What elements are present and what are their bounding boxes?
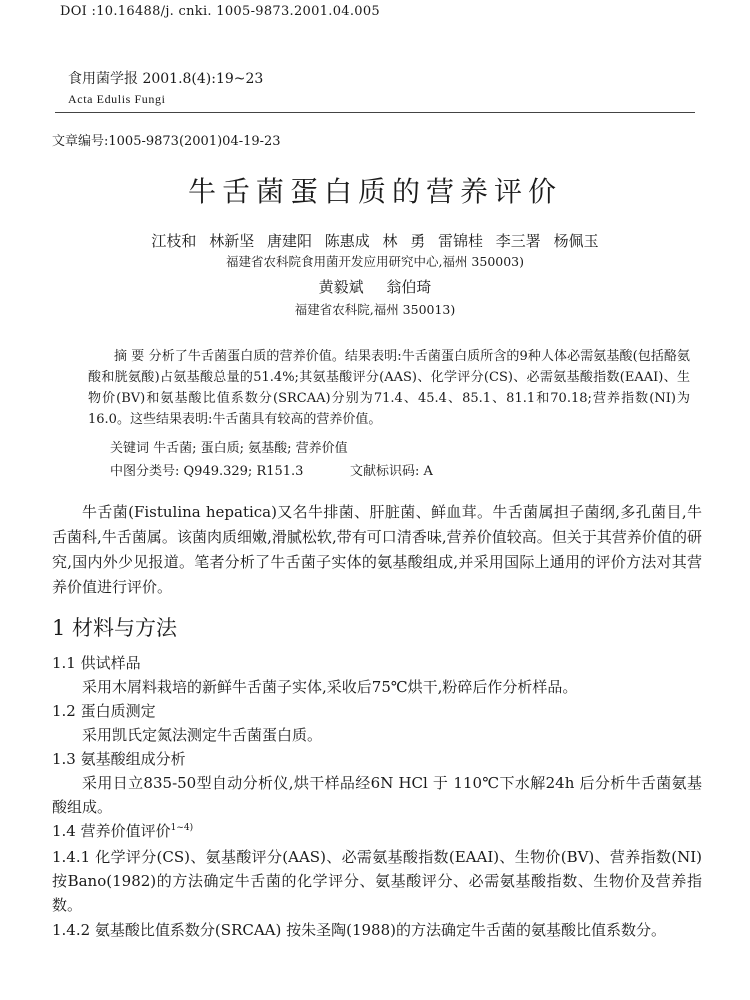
citation-superscript: 1~4) <box>170 823 194 833</box>
subsection-1-2-text: 采用凯氏定氮法测定牛舌菌蛋白质。 <box>82 726 323 744</box>
authors-group-1: 江枝和 林新坚 唐建阳 陈惠成 林 勇 雷锦桂 李三署 杨佩玉 <box>151 232 599 250</box>
affiliation-1: 福建省农科院食用菌开发应用研究中心,福州 350003) <box>225 254 525 269</box>
article-number: 文章编号:1005-9873(2001)04-19-23 <box>52 134 281 149</box>
subsection-1-4 <box>52 820 193 841</box>
paper-title: 牛舌菌蛋白质的营养评价 <box>187 175 562 208</box>
subsection-1-4-title: 1.4 营养价值评价 <box>52 822 171 840</box>
subsection-1-1: 1.1 供试样品 <box>52 654 141 672</box>
affiliation-2: 福建省农科院,福州 350013) <box>294 302 456 317</box>
subsection-1-2: 1.2 蛋白质测定 <box>52 702 156 720</box>
introduction <box>52 500 702 600</box>
intro-paragraph: 牛舌菌(Fistulina hepatica)又名牛排菌、肝脏菌、鲜血茸。牛舌菌属担子菌纲,多孔菌目,牛舌菌科,牛舌菌属。该菌肉质细嫩,滑腻松软,带有可口清香味,营养价值较高。但关于其营养价值的研究,国内外少见报道。笔者分析了牛舌菌子实体的氨基酸组成,并采用国际上通用的评价方法对其营养价值进行评价。 <box>52 503 702 596</box>
abstract <box>88 346 690 430</box>
subsection-1-4-2-text: 1.4.2 氨基酸比值系数分(SRCAA) 按朱圣陶(1988)的方法确定牛舌菌的氨基酸比值系数分。 <box>52 921 666 939</box>
keywords: 关键词 牛舌菌; 蛋白质; 氨基酸; 营养价值 <box>110 441 348 456</box>
subsection-1-3-text: 采用日立835-50型自动分析仪,烘干样品经6N HCl 于 110℃下水解24h 后分析牛舌菌氨基酸组成。 <box>52 774 702 816</box>
subsection-1-4-1 <box>52 845 702 917</box>
subsection-1-4-2 <box>52 918 702 942</box>
clc-number: 中图分类号: Q949.329; R151.3 <box>110 464 304 479</box>
journal-name-en: Acta Edulis Fungi <box>68 92 166 106</box>
doi: DOI :10.16488/j. cnki. 1005-9873.2001.04.005 <box>60 4 380 19</box>
subsection-1-4-1-text: 1.4.1 化学评分(CS)、氨基酸评分(AAS)、必需氨基酸指数(EAAI)、生物价(BV)、营养指数(NI) 按Bano(1982)的方法确定牛舌菌的化学评分、氨基酸评分、必需氨基酸指数、生物价及营养指数。 <box>52 848 702 914</box>
subsection-1-2-body <box>52 723 702 747</box>
subsection-1-3: 1.3 氨基酸组成分析 <box>52 750 186 768</box>
subsection-1-1-text: 采用木屑料栽培的新鲜牛舌菌子实体,采收后75℃烘干,粉碎后作分析样品。 <box>82 678 578 696</box>
journal-citation: 食用菌学报 2001.8(4):19~23 <box>68 71 264 87</box>
authors-group-2: 黄毅斌 翁伯琦 <box>318 278 432 296</box>
section-heading-1: 1 材料与方法 <box>52 616 178 640</box>
subsection-1-3-body <box>52 771 702 819</box>
header-rule <box>55 112 695 113</box>
subsection-1-1-body <box>52 675 702 699</box>
abstract-text: 摘 要 分析了牛舌菌蛋白质的营养价值。结果表明:牛舌菌蛋白质所含的9种人体必需氨基酸(包括酪氨酸和胱氨酸)占氨基酸总量的51.4%;其氨基酸评分(AAS)、化学评分(CS)、必需氨基酸指数(EAAI)、生物价(BV)和氨基酸比值系数分(SRCAA)分别为71.4、45.4、85.1、81.1和70.18;营养指数(NI)为16.0。这些结果表明:牛舌菌具有较高的营养价值。 <box>88 349 690 427</box>
document-code: 文献标识码: A <box>350 464 433 479</box>
